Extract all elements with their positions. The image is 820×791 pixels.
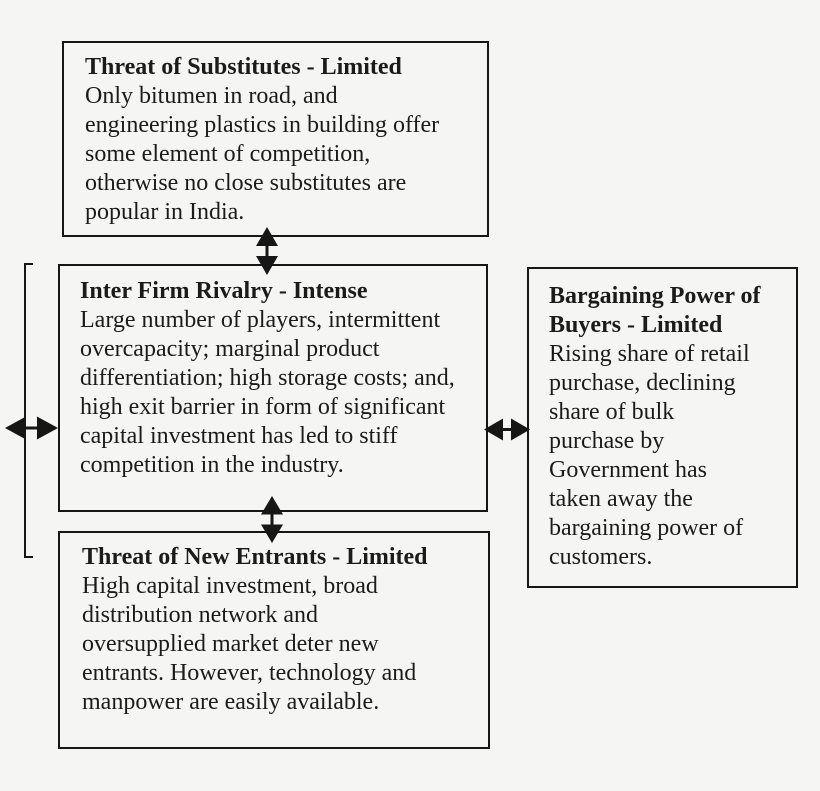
left-square-bracket	[24, 263, 33, 558]
box-threat-of-substitutes	[62, 41, 489, 237]
horizontal-double-arrow-icon	[5, 414, 58, 442]
box-threat-of-new-entrants	[58, 531, 490, 749]
entrants-title: Threat of New Entrants - Limited	[82, 544, 428, 570]
box-bargaining-power-of-buyers	[527, 267, 798, 588]
vertical-double-arrow-icon	[256, 227, 278, 275]
horizontal-double-arrow-icon	[484, 416, 530, 443]
buyers-body: Rising share of retail purchase, declining share of bulk purchase by Government has taken away the bargaining power of customers.	[549, 341, 750, 570]
vertical-double-arrow-icon	[261, 496, 283, 543]
substitutes-body: Only bitumen in road, and engineering plastics in building offer some element of competition, otherwise no close substitutes are popular in India.	[85, 83, 440, 225]
box-inter-firm-rivalry	[58, 264, 488, 512]
buyers-title: Bargaining Power of Buyers - Limited	[549, 283, 761, 338]
entrants-body: High capital investment, broad distribution network and oversupplied market deter new entrants. However, technology and manpower are easily available.	[82, 573, 417, 715]
substitutes-title: Threat of Substitutes - Limited	[85, 54, 402, 80]
rivalry-body: Large number of players, intermittent overcapacity; marginal product differentiation; high storage costs; and, high exit barrier in form of significant capital investment has led to stiff competition in the industry.	[80, 307, 455, 478]
rivalry-title: Inter Firm Rivalry - Intense	[80, 278, 368, 304]
